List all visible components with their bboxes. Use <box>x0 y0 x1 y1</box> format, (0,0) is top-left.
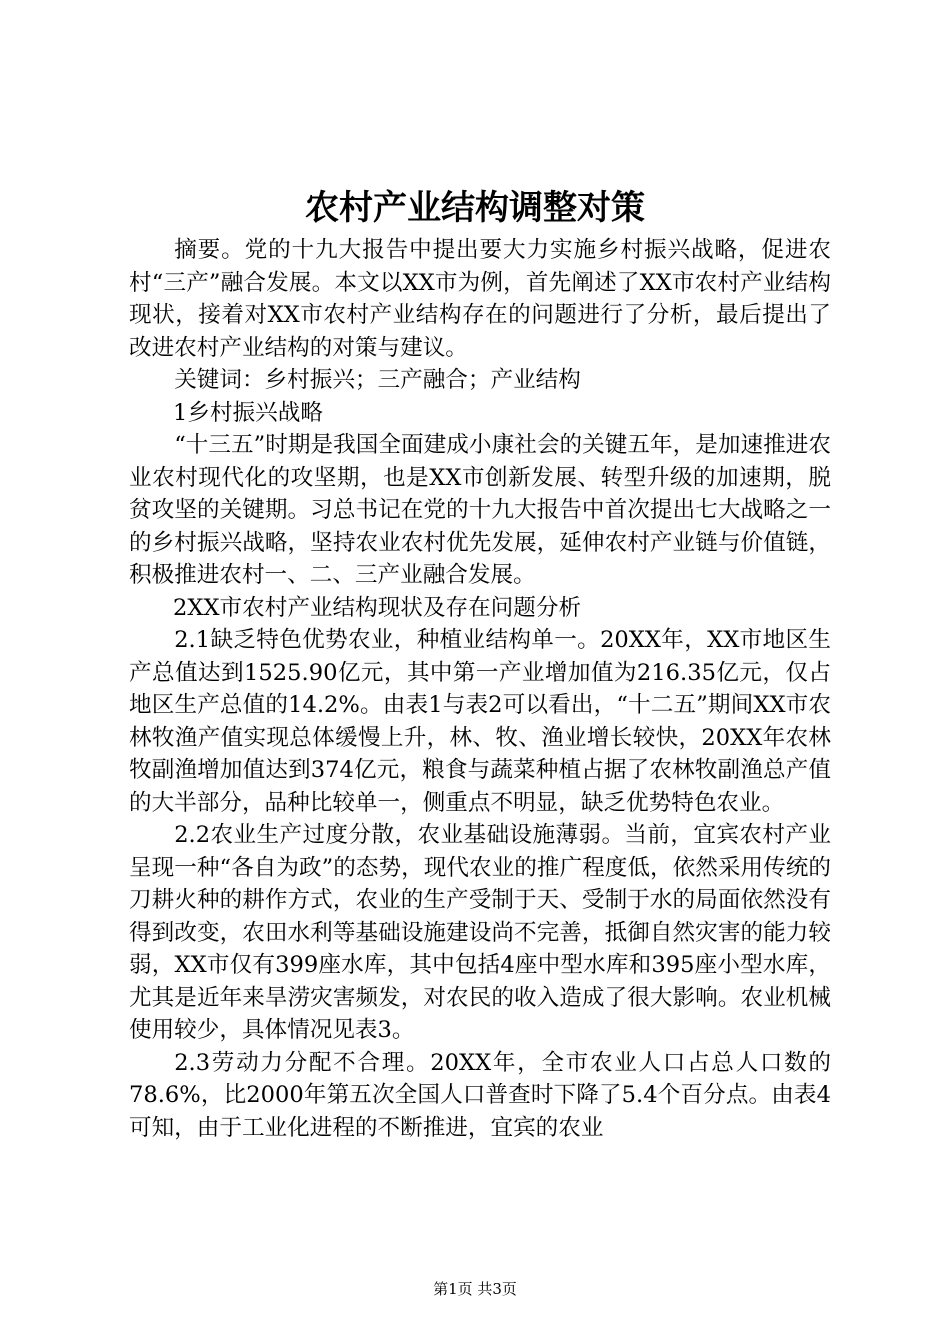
abstract-paragraph: 摘要。党的十九大报告中提出要大力实施乡村振兴战略，促进农村“三产”融合发展。本文以XX市为例，首先阐述了XX市农村产业结构现状，接着对XX市农村产业结构存在的问题进行了分析，最后提出了改进农村产业结构的对策与建议。 <box>129 237 831 361</box>
body-paragraph: 2.3劳动力分配不合理。20XX年，全市农业人口占总人口数的78.6%，比2000年第五次全国人口普查时下降了5.4个百分点。由表4可知，由于工业化进程的不断推进，宜宾的农业 <box>129 1049 831 1141</box>
section-heading-1: 1乡村振兴战略 <box>173 399 323 426</box>
page-footer: 第1页 共3页 <box>433 1280 517 1298</box>
section-heading-2: 2XX市农村产业结构现状及存在问题分析 <box>173 594 582 621</box>
body-paragraph: 2.2农业生产过度分散，农业基础设施薄弱。当前，宜宾农村产业呈现一种“各自为政”的态势，现代农业的推广程度低，依然采用传统的刀耕火种的耕作方式，农业的生产受制于天、受制于水的局面依然没有得到改变，农田水利等基础设施建设尚不完善，抵御自然灾害的能力较弱，XX市仅有399座水库，其中包括4座中型水库和395座小型水库，尤其是近年来旱涝灾害频发，对农民的收入造成了很大影响。农业机械使用较少，具体情况见表3。 <box>129 822 831 1043</box>
body-paragraph: 2.1缺乏特色优势农业，种植业结构单一。20XX年，XX市地区生产总值达到1525.90亿元，其中第一产业增加值为216.35亿元，仅占地区生产总值的14.2%。由表1与表2可以看出，“十二五”期间XX市农林牧渔产值实现总体缓慢上升，林、牧、渔业增长较快，20XX年农林牧副渔增加值达到374亿元，粮食与蔬菜种植占据了农林牧副渔总产值的大半部分，品种比较单一，侧重点不明显，缺乏优势特色农业。 <box>129 627 831 816</box>
document-title: 农村产业结构调整对策 <box>305 188 645 228</box>
keywords-paragraph: 关键词：乡村振兴；三产融合；产业结构 <box>174 367 581 393</box>
document-body <box>129 234 831 1144</box>
body-paragraph: “十三五”时期是我国全面建成小康社会的关键五年，是加速推进农业农村现代化的攻坚期，也是XX市创新发展、转型升级的加速期，脱贫攻坚的关键期。习总书记在党的十九大报告中首次提出七大战略之一的乡村振兴战略，坚持农业农村优先发展，延伸农村产业链与价值链，积极推进农村一、二、三产业融合发展。 <box>129 432 831 588</box>
